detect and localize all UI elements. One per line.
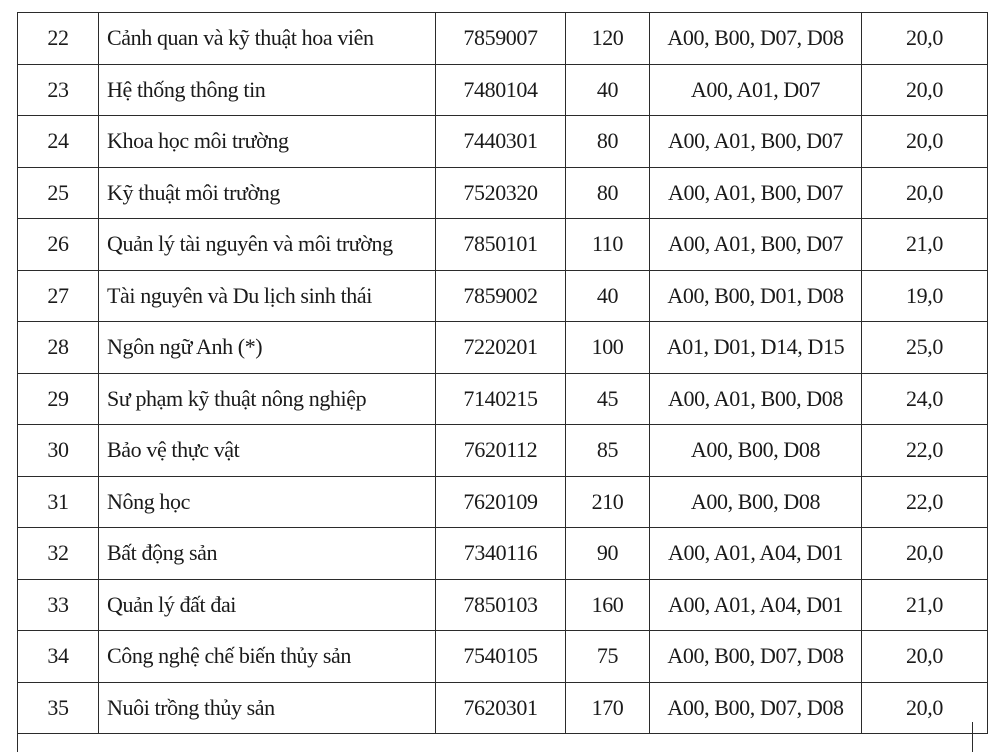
subject-combination-cell: A00, A01, B00, D07 [650,219,862,271]
table-row [18,322,988,374]
row-number-cell: 29 [18,373,99,425]
major-code-cell: 7340116 [436,528,566,580]
row-number-cell: 27 [18,270,99,322]
quota-cell: 210 [566,476,650,528]
table-row [18,425,988,477]
major-name-cell: Tài nguyên và Du lịch sinh thái [99,270,436,322]
major-code-cell: 7620109 [436,476,566,528]
min-score-cell: 20,0 [862,13,988,65]
major-code-cell: 7140215 [436,373,566,425]
subject-combination-cell: A00, B00, D08 [650,476,862,528]
quota-cell: 120 [566,13,650,65]
table-row [18,476,988,528]
subject-combination-cell: A00, A01, D07 [650,64,862,116]
subject-combination-cell: A00, A01, A04, D01 [650,528,862,580]
quota-cell: 110 [566,219,650,271]
subject-combination-cell: A00, A01, B00, D07 [650,116,862,168]
min-score-cell: 20,0 [862,631,988,683]
min-score-cell: 21,0 [862,219,988,271]
quota-cell: 40 [566,270,650,322]
quota-cell: 45 [566,373,650,425]
table-row [18,373,988,425]
table-row [18,270,988,322]
min-score-cell: 22,0 [862,425,988,477]
quota-cell: 75 [566,631,650,683]
major-name-cell: Cảnh quan và kỹ thuật hoa viên [99,13,436,65]
quota-cell: 85 [566,425,650,477]
min-score-cell: 24,0 [862,373,988,425]
major-code-cell: 7620301 [436,682,566,734]
table-row [18,167,988,219]
row-number-cell: 33 [18,579,99,631]
major-name-cell: Nông học [99,476,436,528]
min-score-cell: 20,0 [862,167,988,219]
table-row [18,631,988,683]
row-number-cell: 30 [18,425,99,477]
quota-cell: 160 [566,579,650,631]
table-row [18,116,988,168]
admissions-table-container [17,12,973,734]
table-row [18,528,988,580]
row-number-cell: 24 [18,116,99,168]
min-score-cell: 22,0 [862,476,988,528]
major-code-cell: 7620112 [436,425,566,477]
major-code-cell: 7440301 [436,116,566,168]
major-name-cell: Sư phạm kỹ thuật nông nghiệp [99,373,436,425]
major-name-cell: Công nghệ chế biến thủy sản [99,631,436,683]
major-code-cell: 7859007 [436,13,566,65]
row-number-cell: 32 [18,528,99,580]
major-code-cell: 7220201 [436,322,566,374]
min-score-cell: 20,0 [862,116,988,168]
major-name-cell: Bảo vệ thực vật [99,425,436,477]
min-score-cell: 25,0 [862,322,988,374]
major-code-cell: 7850103 [436,579,566,631]
subject-combination-cell: A00, B00, D07, D08 [650,631,862,683]
major-name-cell: Quản lý đất đai [99,579,436,631]
quota-cell: 170 [566,682,650,734]
major-code-cell: 7540105 [436,631,566,683]
row-number-cell: 25 [18,167,99,219]
major-name-cell: Khoa học môi trường [99,116,436,168]
quota-cell: 80 [566,167,650,219]
major-name-cell: Bất động sản [99,528,436,580]
admissions-table [17,12,988,734]
table-row [18,219,988,271]
row-number-cell: 28 [18,322,99,374]
row-number-cell: 22 [18,13,99,65]
subject-combination-cell: A00, B00, D07, D08 [650,13,862,65]
major-name-cell: Kỹ thuật môi trường [99,167,436,219]
min-score-cell: 21,0 [862,579,988,631]
min-score-cell: 20,0 [862,682,988,734]
major-name-cell: Nuôi trồng thủy sản [99,682,436,734]
table-continuation [17,722,973,752]
subject-combination-cell: A00, A01, A04, D01 [650,579,862,631]
subject-combination-cell: A00, A01, B00, D08 [650,373,862,425]
row-number-cell: 34 [18,631,99,683]
table-row [18,13,988,65]
table-row [18,64,988,116]
row-number-cell: 35 [18,682,99,734]
row-number-cell: 31 [18,476,99,528]
subject-combination-cell: A00, B00, D01, D08 [650,270,862,322]
row-number-cell: 23 [18,64,99,116]
subject-combination-cell: A00, B00, D08 [650,425,862,477]
major-code-cell: 7850101 [436,219,566,271]
subject-combination-cell: A00, A01, B00, D07 [650,167,862,219]
min-score-cell: 20,0 [862,64,988,116]
table-row [18,579,988,631]
major-code-cell: 7520320 [436,167,566,219]
quota-cell: 100 [566,322,650,374]
quota-cell: 80 [566,116,650,168]
subject-combination-cell: A00, B00, D07, D08 [650,682,862,734]
major-code-cell: 7480104 [436,64,566,116]
min-score-cell: 19,0 [862,270,988,322]
major-name-cell: Quản lý tài nguyên và môi trường [99,219,436,271]
quota-cell: 40 [566,64,650,116]
quota-cell: 90 [566,528,650,580]
major-name-cell: Hệ thống thông tin [99,64,436,116]
row-number-cell: 26 [18,219,99,271]
min-score-cell: 20,0 [862,528,988,580]
major-code-cell: 7859002 [436,270,566,322]
table-body [18,13,988,734]
major-name-cell: Ngôn ngữ Anh (*) [99,322,436,374]
subject-combination-cell: A01, D01, D14, D15 [650,322,862,374]
